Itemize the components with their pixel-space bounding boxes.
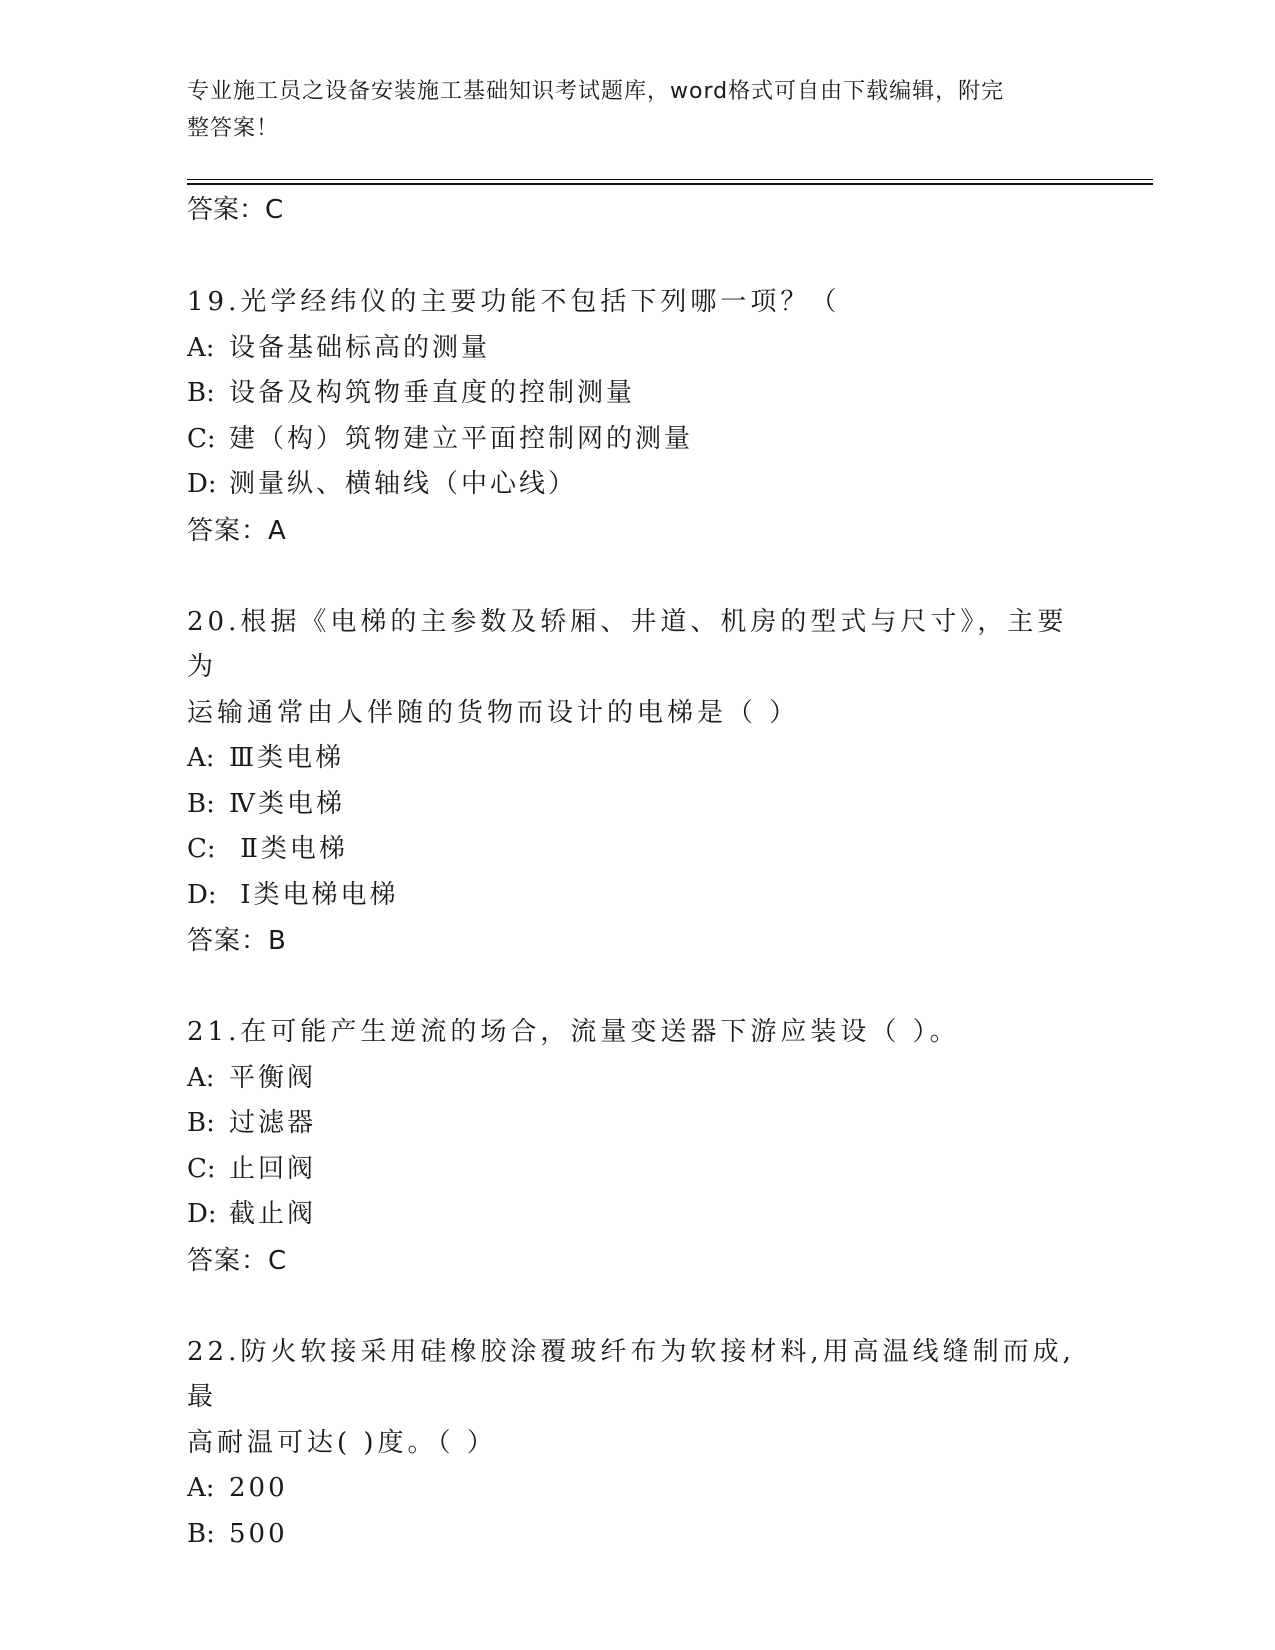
option-letter: A: <box>187 1473 215 1503</box>
option-text: 建（构）筑物建立平面控制网的测量 <box>229 423 694 454</box>
answer-line: 答案：C <box>187 1245 288 1276</box>
option-letter: C: <box>187 1153 216 1184</box>
option-letter: B: <box>187 378 215 408</box>
option-letter: D: <box>187 879 217 910</box>
option-text: 设备及构筑物垂直度的控制测量 <box>229 378 636 408</box>
option-text: 止回阀 <box>229 1153 317 1184</box>
option-b <box>187 782 1087 828</box>
question-22 <box>187 1330 1087 1558</box>
option-letter: C: <box>187 423 216 454</box>
option-text: 截止阀 <box>229 1199 317 1229</box>
header-divider-thick <box>187 183 1153 185</box>
option-text: 平衡阀 <box>229 1062 317 1093</box>
previous-answer: 答案：C <box>187 195 284 225</box>
option-letter: B: <box>187 1518 215 1549</box>
option-d <box>187 873 1087 919</box>
option-letter: B: <box>187 1108 215 1138</box>
header-divider-thin <box>187 179 1153 180</box>
option-a <box>187 1466 1087 1512</box>
question-19 <box>187 280 1087 554</box>
option-d <box>187 1192 1087 1238</box>
option-b <box>187 371 1087 417</box>
option-letter: D: <box>187 469 217 499</box>
option-a <box>187 326 1087 372</box>
option-c <box>187 827 1087 873</box>
question-stem: 21.在可能产生逆流的场合，流量变送器下游应装设（ ）。 <box>187 1017 960 1047</box>
option-a <box>187 1056 1087 1102</box>
option-text: 500 <box>229 1518 288 1549</box>
option-d <box>187 462 1087 508</box>
header-line-2: 整答案！ <box>187 116 280 141</box>
option-letter: C: <box>187 834 216 864</box>
question-stem: 20.根据《电梯的主参数及轿厢、井道、机房的型式与尺寸》，主要为 <box>187 606 1068 682</box>
option-text: 设备基础标高的测量 <box>229 332 491 363</box>
question-stem-continued: 运输通常由人伴随的货物而设计的电梯是（ ） <box>187 697 800 728</box>
question-21 <box>187 1010 1087 1284</box>
question-list <box>187 280 1087 1603</box>
option-text: 测量纵、横轴线（中心线） <box>229 469 578 499</box>
question-stem: 19.光学经纬仪的主要功能不包括下列哪一项？（ <box>187 287 841 317</box>
option-letter: A: <box>187 1062 215 1093</box>
question-20 <box>187 600 1087 965</box>
option-text: 过滤器 <box>229 1108 317 1138</box>
option-text: Ⅳ类电梯 <box>229 788 345 819</box>
option-letter: A: <box>187 743 215 773</box>
question-stem: 22.防火软接采用硅橡胶涂覆玻纤布为软接材料,用高温线缝制而成,最 <box>187 1336 1075 1412</box>
option-a <box>187 736 1087 782</box>
question-stem-continued: 高耐温可达( )度。（ ） <box>187 1427 497 1458</box>
option-letter: B: <box>187 788 215 819</box>
option-b <box>187 1512 1087 1558</box>
option-c <box>187 417 1087 463</box>
answer-line: 答案：A <box>187 515 287 546</box>
option-letter: A: <box>187 332 215 363</box>
option-c <box>187 1147 1087 1193</box>
answer-line: 答案：B <box>187 926 287 956</box>
option-b <box>187 1101 1087 1147</box>
option-text: Ⅲ类电梯 <box>229 743 345 773</box>
option-text: Ⅱ类电梯 <box>229 834 348 864</box>
option-text: 200 <box>229 1473 288 1503</box>
option-letter: D: <box>187 1199 217 1229</box>
option-text: Ⅰ类电梯电梯 <box>229 879 399 910</box>
document-header <box>187 73 1067 147</box>
header-line-1: 专业施工员之设备安装施工基础知识考试题库，word格式可自由下载编辑，附完 <box>187 79 1005 104</box>
